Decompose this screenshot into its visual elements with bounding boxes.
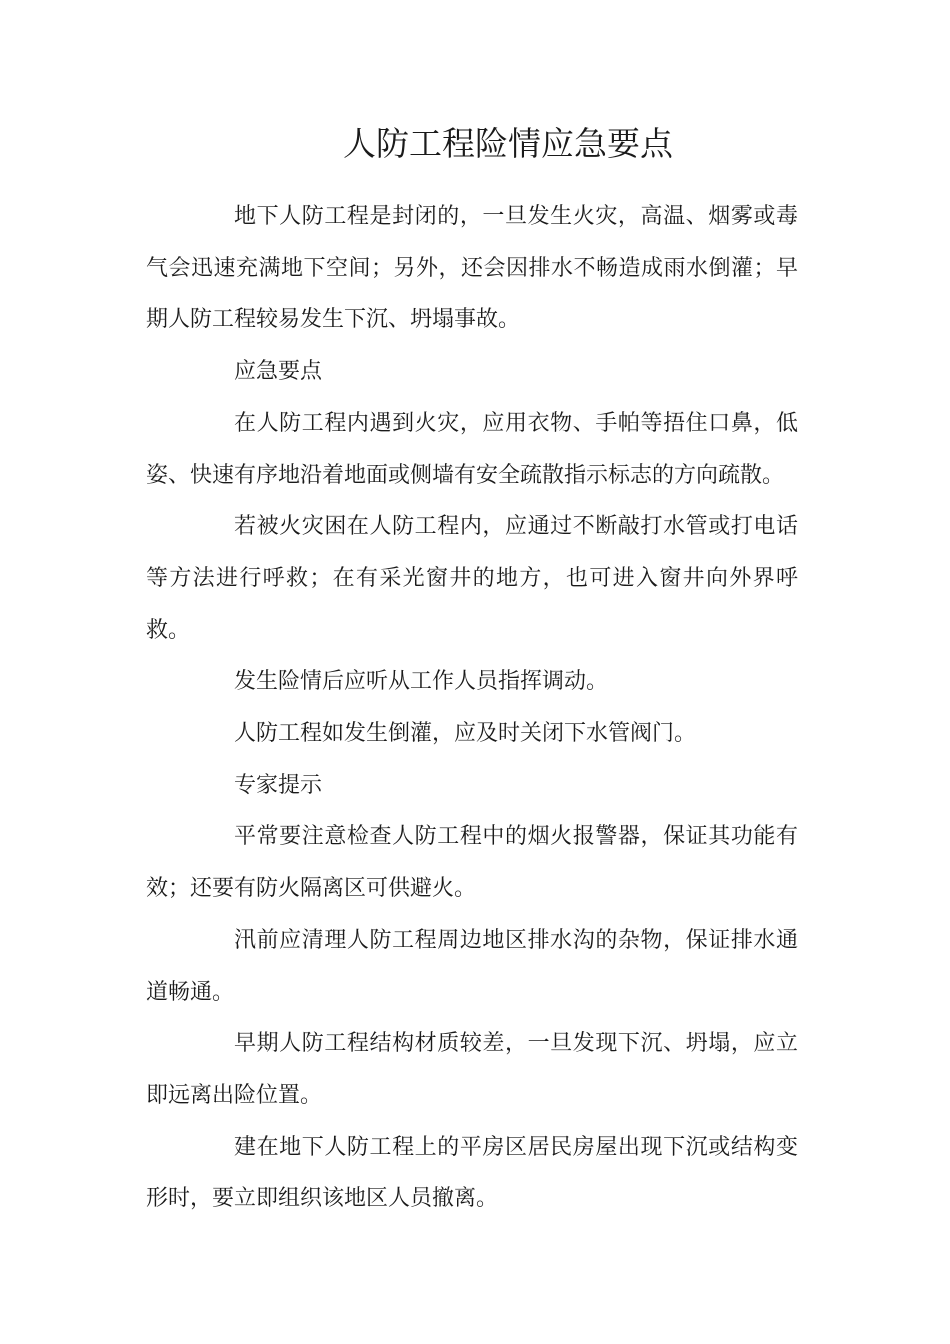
document-title: 人防工程险情应急要点	[343, 124, 673, 163]
paragraph-evacuate-residents: 建在地下人防工程上的平房区居民房屋出现下沉或结构变形时，要立即组织该地区人员撤离。	[146, 1134, 798, 1212]
paragraph-collapse: 早期人防工程结构材质较差，一旦发现下沉、坍塌，应立即远离出险位置。	[146, 1031, 798, 1108]
section-heading-expert-tips: 专家提示	[234, 772, 323, 798]
document-body	[146, 191, 798, 1225]
paragraph-trapped-call-for-help: 若被火灾困在人防工程内，应通过不断敲打水管或打电话等方法进行呼救；在有采光窗井的地方，也可进入窗井向外界呼救。	[146, 514, 798, 643]
paragraph-smoke-alarm: 平常要注意检查人防工程中的烟火报警器，保证其功能有效；还要有防火隔离区可供避火。	[146, 824, 798, 902]
paragraph-flooding-valve: 人防工程如发生倒灌，应及时关闭下水管阀门。	[234, 721, 697, 747]
paragraph-intro: 地下人防工程是封闭的，一旦发生火灾，高温、烟雾或毒气会迅速充满地下空间；另外，还会因排水不畅造成雨水倒灌；早期人防工程较易发生下沉、坍塌事故。	[146, 204, 798, 333]
section-heading-emergency-points: 应急要点	[234, 359, 323, 385]
paragraph-follow-staff: 发生险情后应听从工作人员指挥调动。	[234, 669, 609, 695]
paragraph-fire-evacuation: 在人防工程内遇到火灾，应用衣物、手帕等捂住口鼻，低姿、快速有序地沿着地面或侧墙有安全疏散指示标志的方向疏散。	[146, 410, 798, 488]
paragraph-drainage: 汛前应清理人防工程周边地区排水沟的杂物，保证排水通道畅通。	[146, 927, 798, 1005]
